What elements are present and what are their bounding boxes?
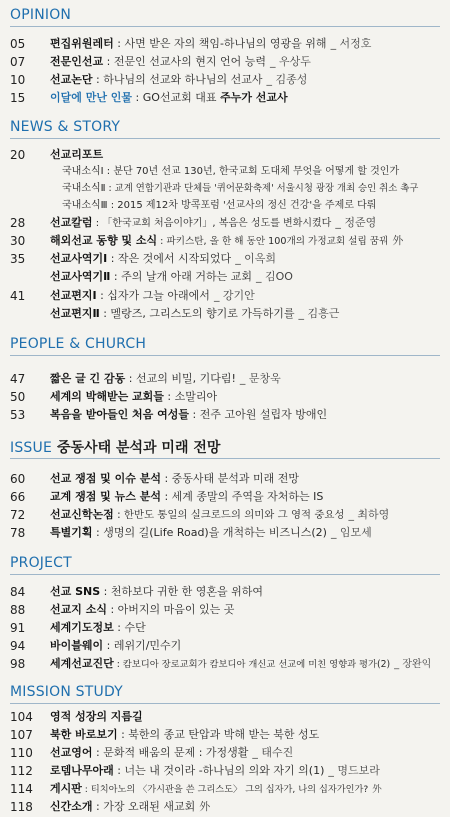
entry-label: 선교편지Ⅱ [50, 307, 100, 320]
entry-description: : 멜랑즈, 그리스도의 향기로 가득하기를 [99, 307, 295, 320]
toc-sub-entry[interactable] [62, 163, 442, 181]
toc-sub-entry[interactable] [62, 197, 442, 215]
entry-description-highlight: 주누가 선교사 [220, 91, 288, 104]
entry-description: : 교계 연합기관과 단체들 '퀴어문화축제' 서울시청 광장 개최 승인 취소 촉구 [105, 183, 419, 194]
page-number: 114 [10, 782, 33, 796]
entry-label: 선교영어 [50, 746, 93, 759]
entry-label: 선교리포트 [50, 148, 104, 161]
entry-author: 外 [199, 800, 211, 813]
entry-label: 세계선교진단 [50, 657, 114, 670]
entry-label: 선교편지Ⅰ [50, 289, 97, 302]
page-number: 20 [10, 148, 26, 162]
entry-author: _ 명드보라 [328, 764, 380, 777]
page-number: 104 [10, 710, 33, 724]
toc-entry[interactable] [10, 726, 442, 744]
entry-author: _ 태수진 [252, 746, 294, 759]
entry-label: 북한 바로보기 [50, 728, 118, 741]
entry-label: 짧은 글 긴 감동 [50, 372, 126, 385]
entry-description: : 전문인 선교사의 현지 언어 능력 [103, 55, 266, 68]
issue-label: ISSUE [10, 440, 52, 456]
entry-description: : 전주 고아원 설립자 방애인 [189, 408, 328, 421]
entry-description: : 문화적 배움의 문제 : 가정생활 [92, 746, 249, 759]
entry-label: 신간소개 [50, 800, 93, 813]
toc-entry[interactable] [10, 488, 442, 506]
entry-author: _ 이옥희 [235, 252, 277, 265]
entry-label: 게시판 [50, 782, 82, 795]
entry-label: 로뎀나무아래 [50, 764, 114, 777]
entry-author: _ 김OO [255, 270, 293, 283]
entry-description: : 레위기/민수기 [103, 639, 182, 652]
section-title-issue [10, 437, 220, 457]
entry-label: 선교논단 [50, 73, 93, 86]
entry-description: : 주의 날개 아래 거하는 교회 [110, 270, 252, 283]
page-number: 88 [10, 603, 26, 617]
entry-description: : 2015 제12차 방콕포럼 '선교사의 정신 건강'을 주제로 다뤄 [107, 200, 377, 211]
entry-label: 국내소식Ⅲ [62, 200, 108, 211]
toc-sub-entry[interactable] [62, 180, 442, 198]
entry-author: _ 김흥근 [298, 307, 340, 320]
toc-entry[interactable] [10, 250, 442, 268]
entry-label: 선교칼럼 [50, 216, 93, 229]
toc-entry[interactable] [10, 655, 442, 673]
section-divider [10, 26, 440, 27]
entry-description: : 캄보디아 장로교회가 캄보디아 개신교 선교에 미친 영향과 평가(2) [113, 659, 391, 670]
entry-description: : 수단 [113, 621, 146, 634]
page-number: 72 [10, 508, 26, 522]
entry-description: : 생명의 길(Life Road)을 개척하는 비즈니스(2) [92, 526, 327, 539]
entry-author: _ 우상두 [269, 55, 311, 68]
toc-entry[interactable] [10, 146, 442, 164]
section-divider [10, 355, 440, 356]
entry-description: : 분단 70년 선교 130년, 한국교회 도대체 무엇을 어떻게 할 것인가 [103, 166, 400, 177]
entry-label: 선교 SNS [50, 585, 101, 598]
page-number: 118 [10, 800, 33, 814]
entry-label: 국내소식Ⅰ [62, 166, 104, 177]
toc-entry[interactable] [10, 780, 442, 798]
toc-entry[interactable] [10, 637, 442, 655]
entry-description: : 너는 내 것이라 -하나님의 의와 자기 의(1) [113, 764, 325, 777]
page-number: 91 [10, 621, 26, 635]
page-number: 60 [10, 472, 26, 486]
entry-description: : 천하보다 귀한 한 영혼을 위하여 [100, 585, 263, 598]
toc-entry[interactable] [10, 71, 442, 89]
entry-label: 바이블웨이 [50, 639, 104, 652]
entry-label: 국내소식Ⅱ [62, 183, 106, 194]
entry-author: 外 [372, 784, 382, 795]
page-number: 41 [10, 289, 26, 303]
page-number: 07 [10, 55, 26, 69]
toc-entry[interactable] [10, 35, 442, 53]
entry-author: _ 문창욱 [239, 372, 281, 385]
section-title-opinion: OPINION [10, 7, 72, 23]
section-divider [10, 458, 440, 459]
section-divider [10, 703, 440, 704]
entry-label: 해외선교 동향 및 소식 [50, 234, 158, 247]
toc-entry[interactable] [10, 287, 442, 305]
page-number: 50 [10, 390, 26, 404]
entry-description: : 중동사태 분석과 미래 전망 [160, 472, 300, 485]
section-title-project: PROJECT [10, 555, 72, 571]
entry-description: : GO선교회 대표 [132, 91, 221, 104]
page-number: 30 [10, 234, 26, 248]
page-number: 84 [10, 585, 26, 599]
page-number: 10 [10, 73, 26, 87]
entry-description: : 아버지의 마음이 있는 곳 [106, 603, 235, 616]
toc-entry[interactable] [10, 53, 442, 71]
entry-author: _ 최하영 [348, 508, 390, 521]
issue-subtitle: 중동사태 분석과 미래 전망 [57, 440, 221, 456]
page-number: 47 [10, 372, 26, 386]
entry-description: : 세계 종말의 주역을 자처하는 IS [160, 490, 324, 503]
toc-entry-continued[interactable] [10, 268, 442, 286]
page-number: 05 [10, 37, 26, 51]
page-number: 94 [10, 639, 26, 653]
entry-label: 전문인선교 [50, 55, 104, 68]
entry-label: 편집위원레터 [50, 37, 114, 50]
toc-entry[interactable] [10, 89, 442, 107]
entry-label: 선교신학논점 [50, 508, 114, 521]
page-number: 28 [10, 216, 26, 230]
entry-label: 세계의 박해받는 교회들 [50, 390, 164, 403]
toc-entry[interactable] [10, 214, 442, 232]
entry-description: : 소말리아 [163, 390, 218, 403]
toc-entry[interactable] [10, 524, 442, 542]
page-number: 98 [10, 657, 26, 671]
entry-description: : 하나님의 선교와 하나님의 선교사 [92, 73, 263, 86]
entry-description: : 십자가 그늘 아래에서 [96, 289, 210, 302]
entry-description: : 사면 받은 자의 책임-하나님의 영광을 위해 [113, 37, 327, 50]
entry-label: 선교사역기Ⅱ [50, 270, 111, 283]
page-number: 110 [10, 746, 33, 760]
entry-author: 外 [392, 234, 404, 247]
entry-label: 복음을 받아들인 처음 여성들 [50, 408, 189, 421]
entry-author: _ 임모세 [330, 526, 372, 539]
entry-label: 세계기도정보 [50, 621, 114, 634]
section-title-mission-study: MISSION STUDY [10, 684, 123, 700]
section-title-people-church: PEOPLE & CHURCH [10, 336, 147, 352]
entry-author: _ 정준영 [335, 216, 377, 229]
entry-label: 영적 성장의 지름길 [50, 710, 143, 723]
entry-label: 선교지 소식 [50, 603, 107, 616]
toc-entry[interactable] [10, 601, 442, 619]
page-number: 35 [10, 252, 26, 266]
toc-entry-continued[interactable] [10, 305, 442, 323]
entry-description: : 티치아노의 〈가시관을 쓴 그리스도〉 그의 십자가, 나의 십자가인가? [81, 784, 369, 795]
toc-entry[interactable] [10, 388, 442, 406]
entry-description: : 「한국교회 처음이야기」, 복음은 성도를 변화시켰다 [92, 218, 332, 229]
page-number: 107 [10, 728, 33, 742]
entry-description: : 선교의 비밀, 기다림! [125, 372, 236, 385]
toc-entry[interactable] [10, 232, 442, 250]
entry-description: : 파키스탄, 올 한 해 동안 100개의 가정교회 설립 꿈꿔 [157, 236, 389, 247]
entry-author: _ 장완익 [394, 659, 432, 670]
toc-entry[interactable] [10, 708, 442, 726]
entry-author: _ 김종성 [266, 73, 308, 86]
entry-description: : 가장 오래된 새교회 [92, 800, 196, 813]
entry-label: 특별기획 [50, 526, 93, 539]
toc-entry[interactable] [10, 583, 442, 601]
toc-entry[interactable] [10, 762, 442, 780]
entry-label: 교계 쟁점 및 뉴스 분석 [50, 490, 161, 503]
entry-label: 이달에 만난 인물 [50, 91, 133, 104]
entry-description: : 북한의 종교 탄압과 박해 받는 북한 성도 [117, 728, 320, 741]
entry-author: _ 강기안 [213, 289, 255, 302]
toc-entry[interactable] [10, 370, 442, 388]
toc-entry[interactable] [10, 406, 442, 424]
entry-label: 선교 쟁점 및 이슈 분석 [50, 472, 161, 485]
page-number: 15 [10, 91, 26, 105]
entry-author: _ 서정호 [330, 37, 372, 50]
toc-entry[interactable] [10, 798, 442, 816]
toc-entry[interactable] [10, 506, 442, 524]
section-divider [10, 138, 440, 139]
toc-entry[interactable] [10, 619, 442, 637]
page-number: 66 [10, 490, 26, 504]
section-divider [10, 574, 440, 575]
toc-entry[interactable] [10, 744, 442, 762]
section-title-news-story: NEWS & STORY [10, 119, 121, 135]
entry-description: : 한반도 통일의 실크로드의 의미와 그 영적 중요성 [113, 509, 345, 521]
page-number: 78 [10, 526, 26, 540]
page-number: 112 [10, 764, 33, 778]
entry-label: 선교사역기Ⅰ [50, 252, 108, 265]
toc-entry[interactable] [10, 470, 442, 488]
page-number: 53 [10, 408, 26, 422]
entry-description: : 작은 것에서 시작되었다 [107, 252, 232, 265]
